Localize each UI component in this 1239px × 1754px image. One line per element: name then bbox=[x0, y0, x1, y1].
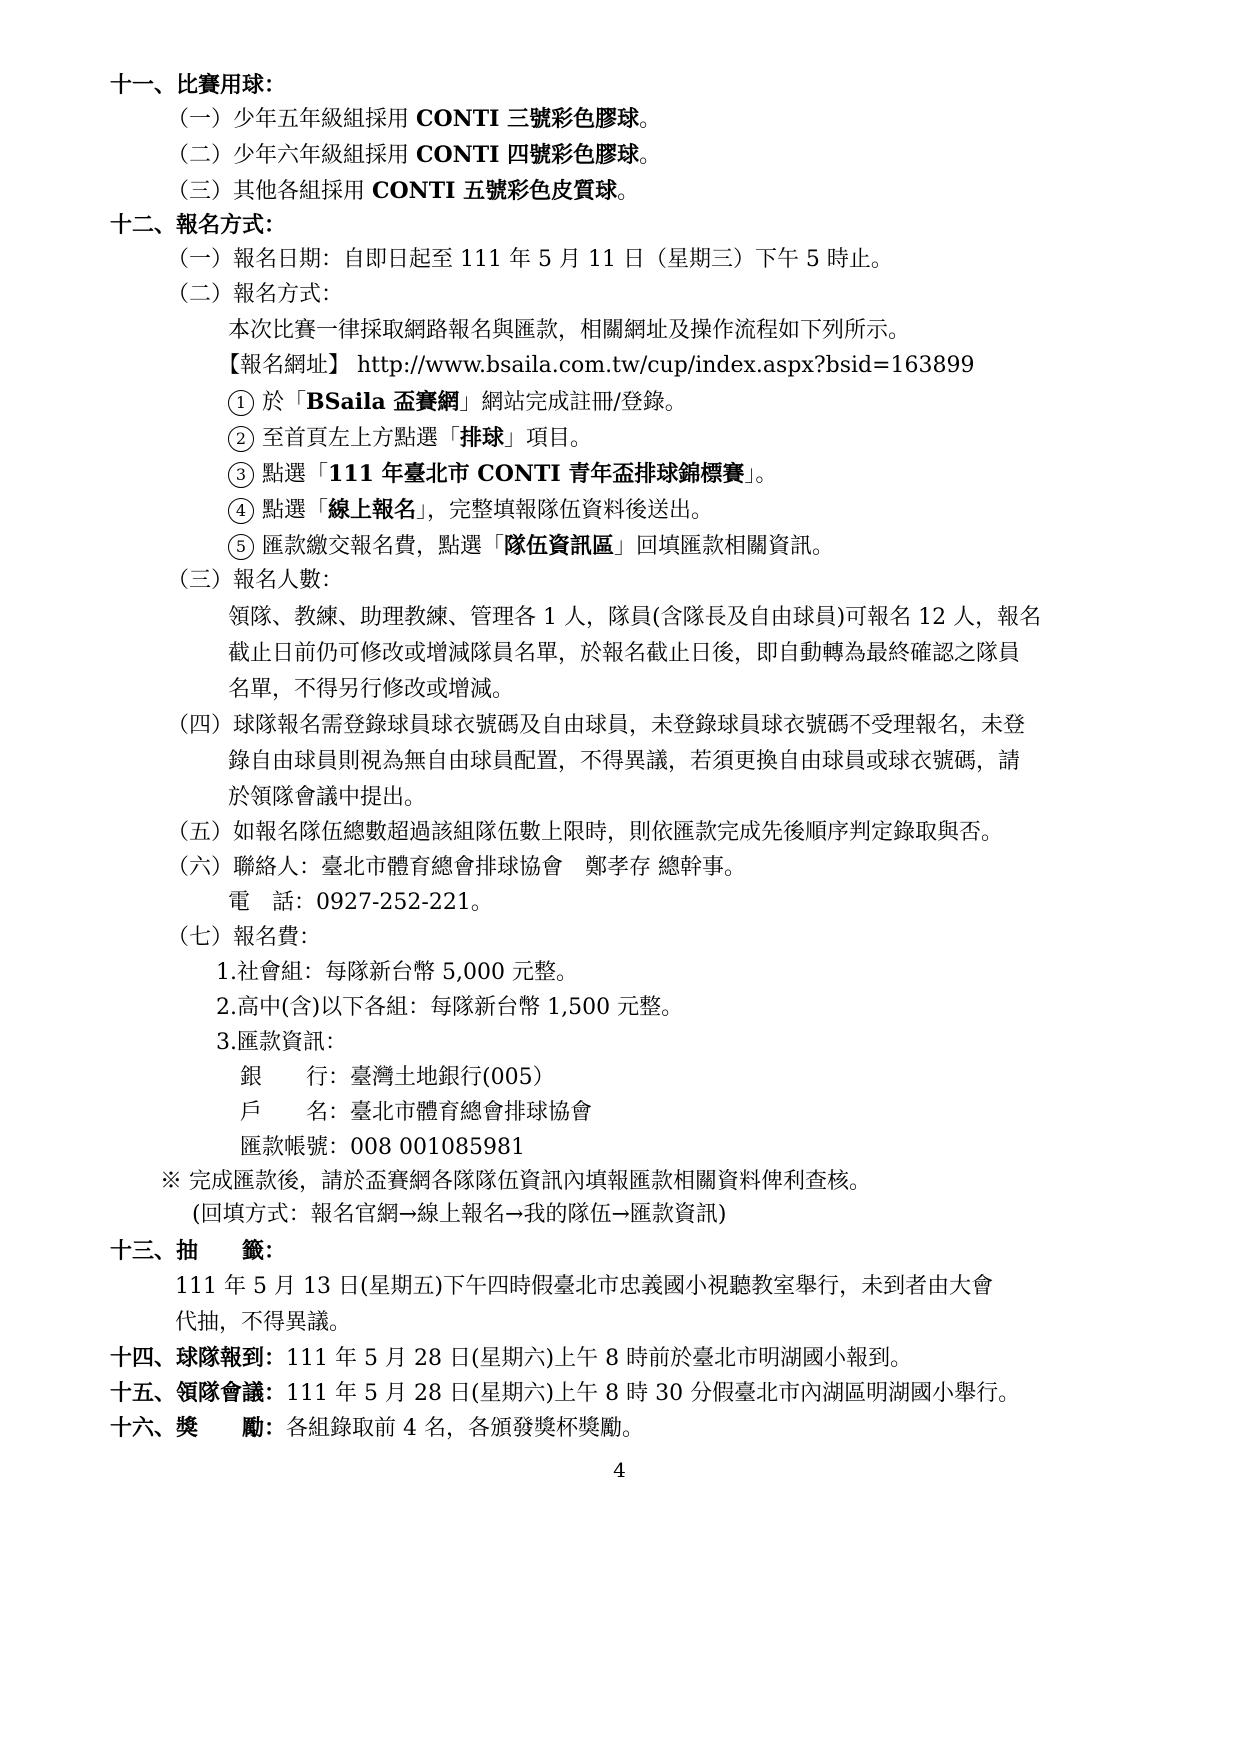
count-line-3: 名單，不得另行修改或增減。 bbox=[228, 677, 515, 702]
registration-url[interactable]: http://www.bsaila.com.tw/cup/index.aspx?bsid=163899 bbox=[350, 353, 975, 378]
para-4-line-3: 於領隊會議中提出。 bbox=[228, 785, 427, 810]
step-3: 3 點選「111 年臺北市 CONTI 青年盃排球錦標賽」。 bbox=[228, 459, 777, 489]
section-15-heading: 十五、領隊會議： bbox=[110, 1380, 287, 1406]
account-number: 匯款帳號：008 001085981 bbox=[240, 1135, 525, 1160]
contact-person: （六）聯絡人：臺北市體育總會排球協會 鄭孝存 總幹事。 bbox=[167, 855, 746, 880]
remittance-note: ※ 完成匯款後，請於盃賽網各隊隊伍資訊內填報匯款相關資料俾利查核。 bbox=[160, 1169, 871, 1194]
page-number: 4 bbox=[613, 1458, 626, 1482]
ball-item-1: （一）少年五年級組採用 CONTI 三號彩色膠球。 bbox=[167, 106, 662, 132]
draw-line-1: 111 年 5 月 13 日(星期五)下午四時假臺北市忠義國小視聽教室舉行，未到者由大會 bbox=[175, 1274, 994, 1299]
url-label: 【報名網址】 bbox=[218, 353, 351, 378]
section-14 bbox=[110, 1343, 912, 1373]
bank-name: 銀 行：臺灣土地銀行(005） bbox=[240, 1065, 555, 1090]
fee-label: （七）報名費： bbox=[167, 925, 322, 950]
step-2: 2 至首頁左上方點選「排球」項目。 bbox=[228, 423, 592, 453]
section-11-heading: 十一、比賽用球： bbox=[110, 72, 287, 98]
section-15-text: 111 年 5 月 28 日(星期六)上午 8 時 30 分假臺北市內湖區明湖國小舉行。 bbox=[286, 1381, 1021, 1406]
para-5: （五）如報名隊伍總數超過該組隊伍數上限時，則依匯款完成先後順序判定錄取與否。 bbox=[167, 820, 1004, 845]
registration-url-line bbox=[218, 351, 975, 381]
step-1: 1 於「BSaila 盃賽網」網站完成註冊/登錄。 bbox=[228, 387, 687, 417]
para-4-line-2: 錄自由球員則視為無自由球員配置，不得異議，若須更換自由球員或球衣號碼，請 bbox=[228, 749, 1021, 774]
registration-date: （一）報名日期：自即日起至 111 年 5 月 11 日（星期三）下午 5 時止。 bbox=[167, 247, 893, 272]
step-5: 5 匯款繳交報名費，點選「隊伍資訊區」回填匯款相關資訊。 bbox=[228, 531, 834, 561]
ball-item-3: （三）其他各組採用 CONTI 五號彩色皮質球。 bbox=[167, 178, 640, 204]
remittance-info-label: 3.匯款資訊： bbox=[216, 1030, 347, 1055]
section-15 bbox=[110, 1378, 1020, 1408]
registration-method-label: （二）報名方式： bbox=[167, 282, 344, 307]
account-holder: 戶 名：臺北市體育總會排球協會 bbox=[240, 1100, 593, 1125]
draw-line-2: 代抽，不得異議。 bbox=[175, 1310, 352, 1335]
section-13-heading: 十三、抽 籤： bbox=[110, 1238, 287, 1264]
remittance-note-method: (回填方式：報名官網→線上報名→我的隊伍→匯款資訊) bbox=[192, 1202, 727, 1227]
count-line-2: 截止日前仍可修改或增減隊員名單，於報名截止日後，即自動轉為最終確認之隊員 bbox=[228, 641, 1021, 666]
fee-school: 2.高中(含)以下各組：每隊新台幣 1,500 元整。 bbox=[216, 995, 684, 1020]
contact-phone: 電 話：0927-252-221。 bbox=[228, 890, 493, 915]
registration-intro: 本次比賽一律採取網路報名與匯款，相關網址及操作流程如下列所示。 bbox=[228, 318, 911, 343]
section-14-text: 111 年 5 月 28 日(星期六)上午 8 時前於臺北市明湖國小報到。 bbox=[286, 1346, 913, 1371]
section-16 bbox=[110, 1413, 644, 1443]
fee-social: 1.社會組：每隊新台幣 5,000 元整。 bbox=[216, 960, 578, 985]
section-12-heading: 十二、報名方式： bbox=[110, 212, 287, 238]
ball-item-2: （二）少年六年級組採用 CONTI 四號彩色膠球。 bbox=[167, 142, 662, 168]
step-4: 4 點選「線上報名」，完整填報隊伍資料後送出。 bbox=[228, 495, 713, 525]
para-4-line-1: （四）球隊報名需登錄球員球衣號碼及自由球員，未登錄球員球衣號碼不受理報名，未登 bbox=[167, 713, 1026, 738]
section-16-heading: 十六、獎 勵： bbox=[110, 1415, 287, 1441]
count-label: （三）報名人數： bbox=[167, 568, 344, 593]
section-14-heading: 十四、球隊報到： bbox=[110, 1345, 287, 1371]
count-line-1: 領隊、教練、助理教練、管理各 1 人，隊員(含隊長及自由球員)可報名 12 人，報名 bbox=[228, 605, 1042, 630]
section-16-text: 各組錄取前 4 名，各頒發獎杯獎勵。 bbox=[286, 1416, 645, 1441]
